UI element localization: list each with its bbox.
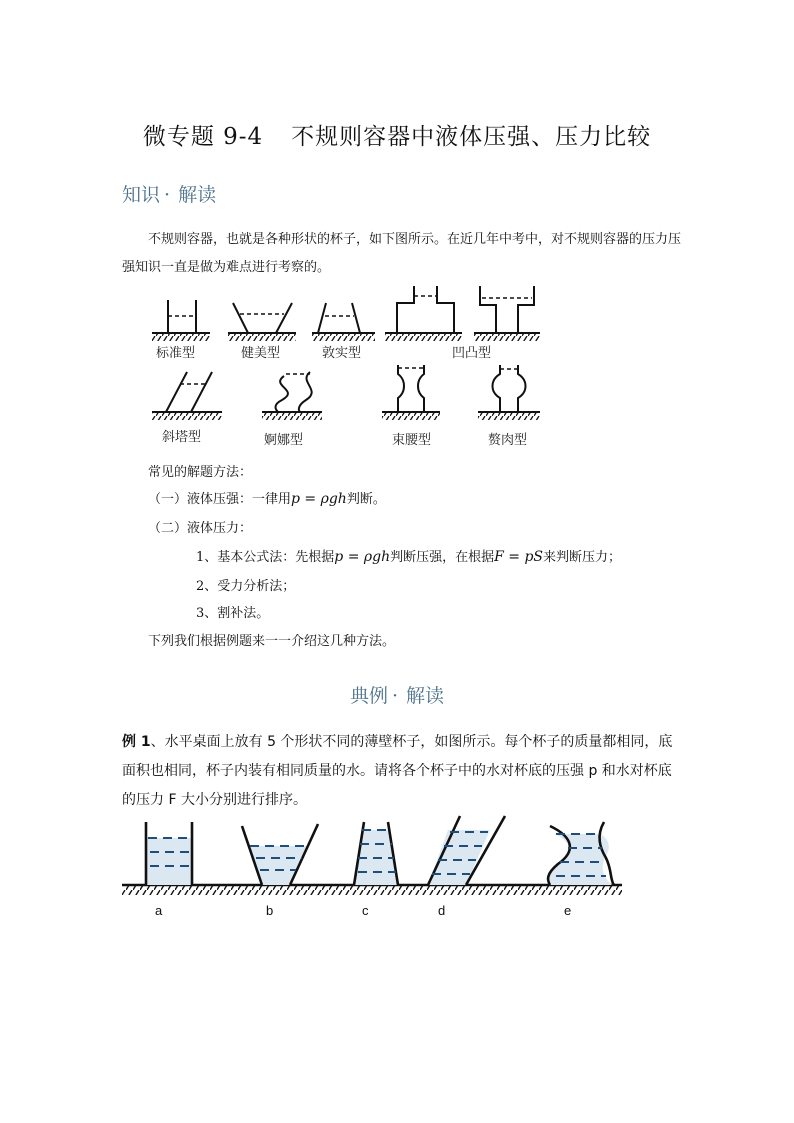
method21-formula2: F = pS [494, 549, 544, 565]
section2-dot: · [391, 685, 399, 707]
methods-title: 常见的解题方法： [148, 465, 253, 480]
cup-label-c: c [362, 903, 369, 918]
method21-formula1: p = ρgh [334, 549, 391, 565]
method21-mid: 判断压强，在根据 [390, 550, 495, 565]
closing-line: 下列我们根据例题来一一介绍这几种方法。 [148, 634, 396, 649]
section2-left: 典例 [349, 685, 388, 707]
method1-formula: p = ρgh [291, 491, 347, 507]
section1-dot: · [164, 184, 171, 206]
label-aotu: 凹凸型 [452, 346, 492, 361]
label-jianmei: 健美型 [241, 346, 281, 361]
cup-label-d: d [438, 903, 446, 918]
title-main: 微专题 9-4 [142, 124, 264, 150]
example-ground [122, 886, 622, 895]
method1-suffix: 判断。 [346, 492, 386, 507]
label-standard: 标准型 [156, 346, 196, 361]
cup-label-e: e [564, 903, 572, 918]
section1-left: 知识 [122, 184, 161, 206]
label-zhuirou: 赘肉型 [488, 433, 528, 448]
title-sub: 不规则容器中液体压强、压力比较 [291, 124, 652, 150]
example-1-label: 例 1 [122, 734, 151, 750]
label-dunshi: 敦实型 [322, 346, 362, 361]
method-2-3: 3、割补法。 [196, 606, 270, 621]
cup-label-b: b [266, 903, 274, 918]
example-1-body: 、水平桌面上放有 5 个形状不同的薄壁杯子，如图所示。每个杯子的质量都相同，底面积也相同，杯子内装有相同质量的水。请将各个杯子中的水对杯底的压强 p 和水对杯底的压力 F 大小分别进行排序。 [122, 734, 673, 808]
method-2-2: 2、受力分析法； [196, 579, 296, 594]
intro-paragraph: 不规则容器，也就是各种形状的杯子，如下图所示。在近几年中考中，对不规则容器的压力压强知识一直是做为难点进行考察的。 [122, 232, 682, 275]
section2-right: 解读 [406, 685, 445, 707]
cup-label-a: a [155, 903, 163, 918]
label-shuyao: 束腰型 [392, 433, 432, 448]
section1-right: 解读 [178, 184, 217, 206]
label-enuo: 婀娜型 [264, 433, 304, 448]
method-2-title: （二）液体压力： [148, 521, 253, 536]
label-xieta: 斜塔型 [162, 430, 202, 445]
method21-prefix: 1、基本公式法：先根据 [196, 550, 335, 565]
method1-prefix: （一）液体压强：一律用 [148, 492, 292, 507]
method21-suffix: 来判断压力； [543, 550, 622, 565]
